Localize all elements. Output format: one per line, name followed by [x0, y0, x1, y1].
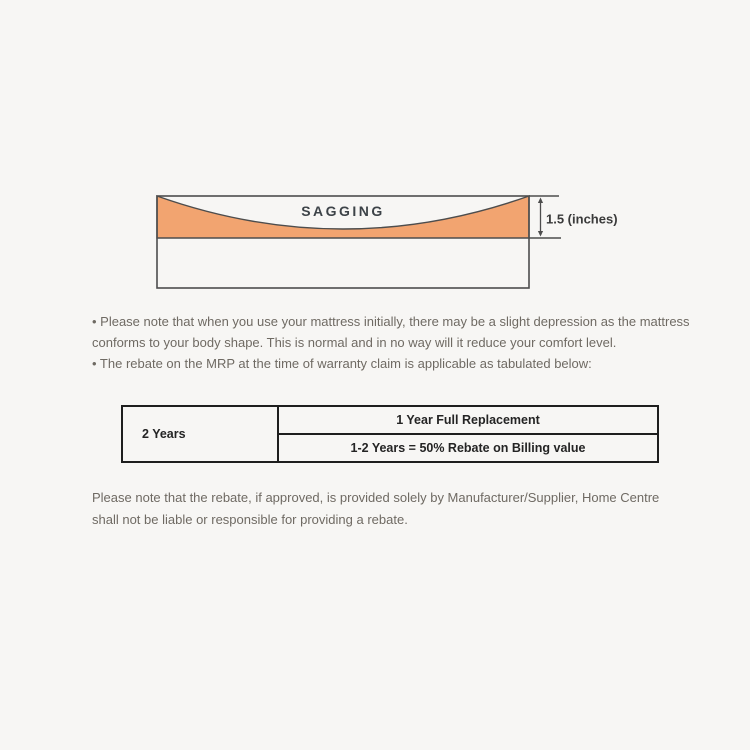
note-bullet-1-line-2: conforms to your body shape. This is normal and in no way will it reduce your comfort level. — [92, 335, 617, 350]
disclaimer-line-2: shall not be liable or responsible for providing a rebate. — [92, 511, 408, 527]
rebate-term-cell-2: 1-2 Years = 50% Rebate on Billing value — [278, 434, 658, 462]
table-row — [122, 406, 658, 434]
measurement-label: 1.5 (inches) — [546, 211, 618, 227]
measure-arrow-down-icon — [538, 231, 543, 237]
note-bullet-2: • The rebate on the MRP at the time of warranty claim is applicable as tabulated below: — [92, 356, 592, 371]
rebate-term-cell-1: 1 Year Full Replacement — [278, 406, 658, 434]
rebate-disclaimer — [92, 487, 712, 530]
sagging-label: SAGGING — [301, 203, 385, 219]
mattress-sagging-diagram — [155, 190, 645, 295]
disclaimer-line-1: Please note that the rebate, if approved, is provided solely by Manufacturer/Supplier, Home Centre — [92, 490, 660, 505]
rebate-table — [121, 405, 659, 463]
measure-arrow-up-icon — [538, 198, 543, 204]
warranty-notes — [92, 311, 712, 374]
rebate-duration-cell: 2 Years — [122, 406, 278, 462]
note-bullet-1-line-1: • Please note that when you use your mattress initially, there may be a slight depression as the mattress — [92, 314, 690, 329]
